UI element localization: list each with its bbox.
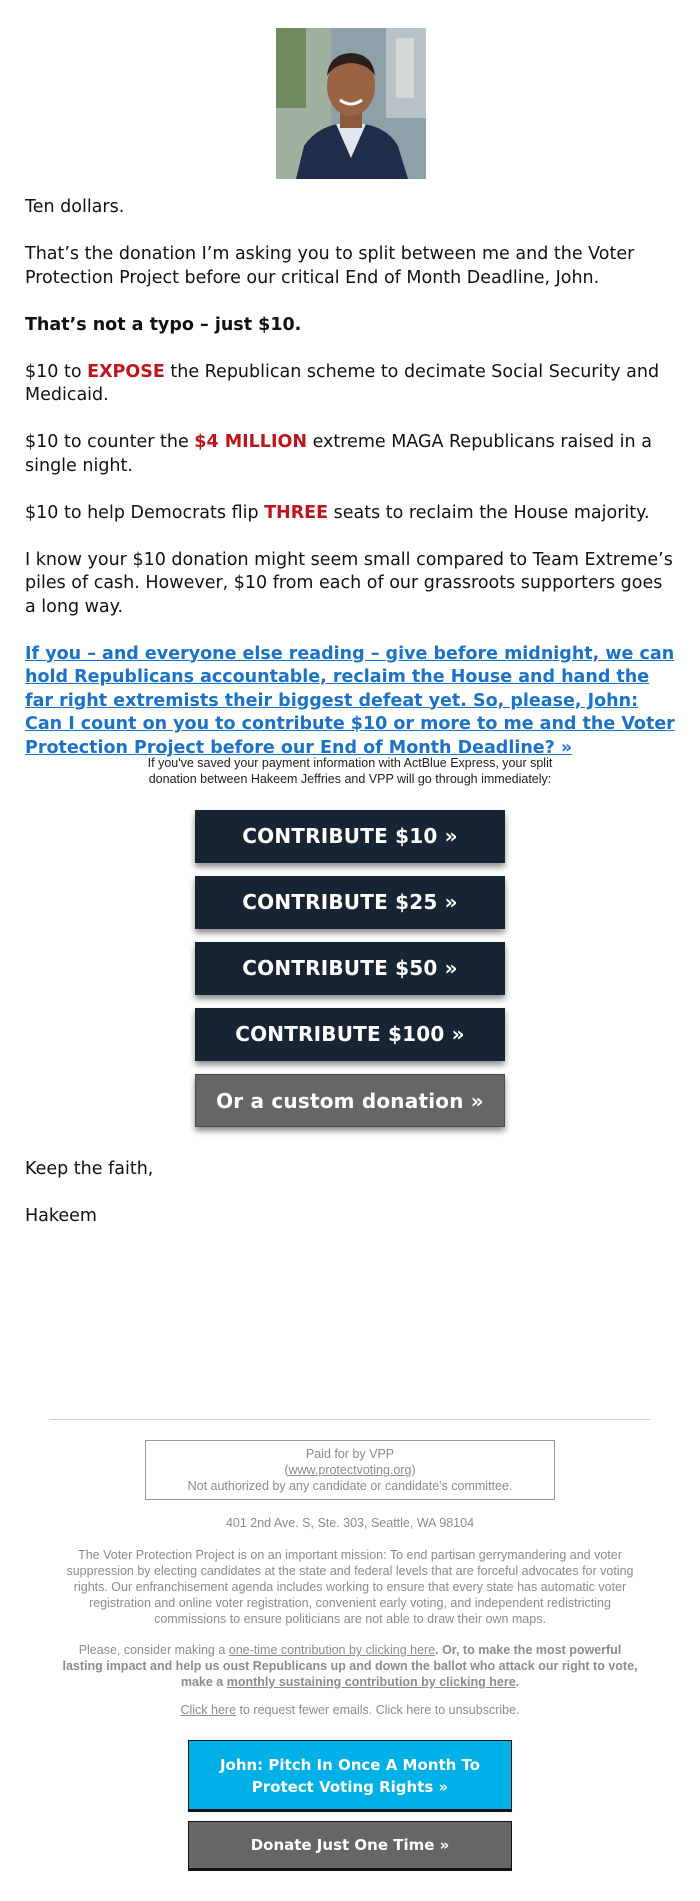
flip-paragraph bbox=[25, 502, 675, 526]
consider-pre: Please, consider making a bbox=[78, 1643, 229, 1657]
greeting-paragraph: Ten dollars. bbox=[25, 197, 125, 217]
counter-highlight: $4 MILLION bbox=[194, 432, 307, 452]
fewer-emails-text: to request fewer emails. Click here to unsubscribe. bbox=[236, 1703, 520, 1717]
consider-end: . bbox=[515, 1675, 520, 1689]
expose-paragraph bbox=[25, 361, 675, 408]
not-typo-paragraph: That’s not a typo – just $10. bbox=[25, 314, 302, 335]
not-authorized-text: Not authorized by any candidate or candidate's committee. bbox=[187, 1479, 513, 1493]
consider-mid: . Or, to make the most powerful lasting impact and help us oust Republicans up and down the ballot who attack our right to vote, make a bbox=[62, 1643, 638, 1689]
contribute-50-button[interactable]: CONTRIBUTE $50 » bbox=[195, 942, 505, 995]
one-time-donation-button[interactable]: Donate Just One Time » bbox=[188, 1821, 512, 1871]
cta-link[interactable]: If you – and everyone else reading – give before midnight, we can hold Republicans accountable, reclaim the House and hand the far right extremists their biggest defeat yet. So, please, John: Can I count on you to contribute $10 or more to me and the Voter Protection Project before our End of Month Deadline? » bbox=[25, 643, 675, 758]
flip-post: seats to reclaim the House majority. bbox=[328, 502, 650, 523]
know-paragraph: I know your $10 donation might seem small compared to Team Extreme’s piles of cash. However, $10 from each of our grassroots supporters goes a long way. bbox=[25, 549, 673, 617]
flip-highlight: THREE bbox=[264, 502, 329, 523]
contribute-10-button[interactable]: CONTRIBUTE $10 » bbox=[195, 810, 505, 863]
monthly-link[interactable]: monthly sustaining contribution by clicking here bbox=[226, 1675, 516, 1689]
cta-paragraph bbox=[25, 643, 675, 761]
address: 401 2nd Ave. S, Ste. 303, Seattle, WA 98104 bbox=[225, 1516, 475, 1530]
paid-for-text: Paid for by VPP bbox=[305, 1447, 395, 1461]
fewer-emails-link[interactable]: Click here bbox=[180, 1703, 237, 1717]
expose-pre: $10 to bbox=[25, 361, 88, 382]
counter-post: extreme MAGA Republicans raised in a single night. bbox=[25, 432, 652, 476]
custom-donation-button[interactable]: Or a custom donation » bbox=[195, 1074, 505, 1127]
footer-divider bbox=[50, 1419, 650, 1420]
signoff: Keep the faith, bbox=[25, 1159, 154, 1179]
signoff-block bbox=[25, 1158, 675, 1229]
counter-paragraph bbox=[25, 431, 675, 478]
expose-post: the Republican scheme to decimate Social Security and Medicaid. bbox=[25, 361, 660, 405]
paid-for-box bbox=[145, 1440, 555, 1500]
hakeem-portrait bbox=[276, 28, 426, 179]
fewer-emails-line bbox=[60, 1702, 640, 1718]
contribute-25-button[interactable]: CONTRIBUTE $25 » bbox=[195, 876, 505, 929]
website-line: (www.protectvoting.org) bbox=[284, 1463, 416, 1477]
mission-text: The Voter Protection Project is on an important mission: To end partisan gerrymandering and voter suppression by electing candidates at the state and federal levels that are forceful advocates for voting rights. Our enfranchisement agenda includes working to ensure that every state has automatic voter registration and online voter registration, convenient early voting, and independent redistricting commissions to ensure politicians are not able to draw their own maps. bbox=[66, 1548, 634, 1626]
contribute-100-button[interactable]: CONTRIBUTE $100 » bbox=[195, 1008, 505, 1061]
ask-paragraph: That’s the donation I’m asking you to split between me and the Voter Protection Project before our critical End of Month Deadline, John. bbox=[25, 244, 635, 288]
actblue-note: If you've saved your payment information with ActBlue Express, your split donation between Hakeem Jeffries and VPP will go through immediately: bbox=[147, 756, 553, 786]
one-time-link[interactable]: one-time contribution by clicking here bbox=[228, 1643, 436, 1657]
consider-paragraph bbox=[60, 1642, 640, 1690]
counter-pre: $10 to counter the bbox=[25, 432, 195, 452]
expose-highlight: EXPOSE bbox=[87, 361, 165, 382]
signature: Hakeem bbox=[25, 1206, 97, 1226]
monthly-donation-button[interactable]: John: Pitch In Once A Month To Protect Voting Rights » bbox=[188, 1740, 512, 1812]
website-link[interactable]: www.protectvoting.org bbox=[288, 1463, 412, 1477]
email-body bbox=[25, 196, 675, 760]
flip-pre: $10 to help Democrats flip bbox=[25, 502, 265, 523]
